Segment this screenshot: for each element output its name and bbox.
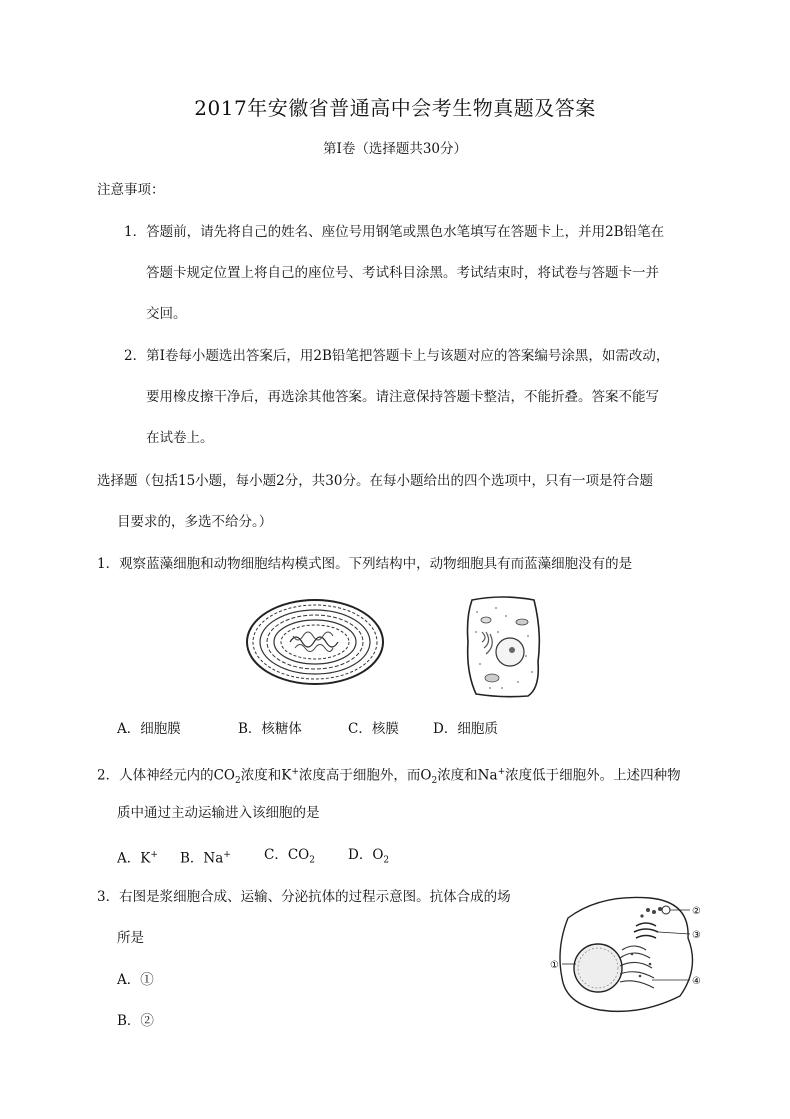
notice-item-2-line-3: 在试卷上。 [146, 430, 214, 446]
section-instructions-line-2: 目要求的，多选不给分。） [117, 514, 273, 530]
q2-option-c: C．$CO_2$ [264, 847, 315, 866]
notice-item-1-line-2: 答题卡规定位置上将自己的座位号、考试科目涂黑。考试结束时，将试卷与答题卡一并 [146, 265, 659, 281]
section-instructions-line-1: 选择题（包括15小题，每小题2分，共30分。在每小题给出的四个选项中，只有一项是符合题 [97, 473, 653, 489]
q2-option-b: B．Na+ [180, 850, 231, 867]
notice-item-1-line-3: 交回。 [146, 306, 187, 322]
q1-option-d: D．细胞质 [433, 721, 498, 737]
q3-stem-line-2: 所是 [117, 930, 144, 946]
notice-heading: 注意事项： [97, 182, 165, 198]
label-1: ① [550, 960, 559, 971]
section-subtitle: 第Ⅰ卷（选择题共30分） [322, 141, 467, 157]
q3-option-a: A．① [117, 972, 154, 988]
label-4: ④ [692, 976, 701, 987]
page-title: 2017年安徽省普通高中会考生物真题及答案 [194, 96, 596, 120]
animal-cell-diagram [462, 592, 544, 700]
q1-option-c: C．核膜 [348, 721, 399, 737]
q1-stem: 1．观察蓝藻细胞和动物细胞结构模式图。下列结构中，动物细胞具有而蓝藻细胞没有的是 [97, 556, 633, 572]
notice-item-2-line-2: 要用橡皮擦干净后，再选涂其他答案。请注意保持答题卡整洁，不能折叠。答案不能写 [146, 389, 659, 405]
q2-option-d: D．$O_2$ [348, 847, 390, 866]
q2-stem-line-1: 2．人体神经元内的$CO_2$浓度和K+浓度高于细胞外，而$O_2$浓度和Na+浓度低于细胞外。上述四种物 [97, 767, 681, 787]
q1-option-a: A．细胞膜 [117, 721, 181, 737]
plasma-cell-diagram [540, 888, 715, 1018]
q2-option-a: A．K+ [117, 850, 158, 867]
notice-item-1-line-1: 1．答题前，请先将自己的姓名、座位号用钢笔或黑色水笔填写在答题卡上，并用2B铅笔在 [124, 224, 665, 240]
label-3: ③ [692, 930, 701, 941]
q1-option-b: B．核糖体 [238, 721, 302, 737]
q2-stem-line-2: 质中通过主动运输进入该细胞的是 [117, 805, 320, 821]
notice-item-2-line-1: 2．第Ⅰ卷每小题选出答案后，用2B铅笔把答题卡上与该题对应的答案编号涂黑，如需改动， [124, 348, 670, 364]
label-2: ② [692, 906, 701, 917]
q3-option-b: B．② [117, 1013, 154, 1029]
q3-stem-line-1: 3．右图是浆细胞合成、运输、分泌抗体的过程示意图。抗体合成的场 [97, 889, 511, 905]
cyanobacteria-cell-diagram [245, 598, 385, 686]
